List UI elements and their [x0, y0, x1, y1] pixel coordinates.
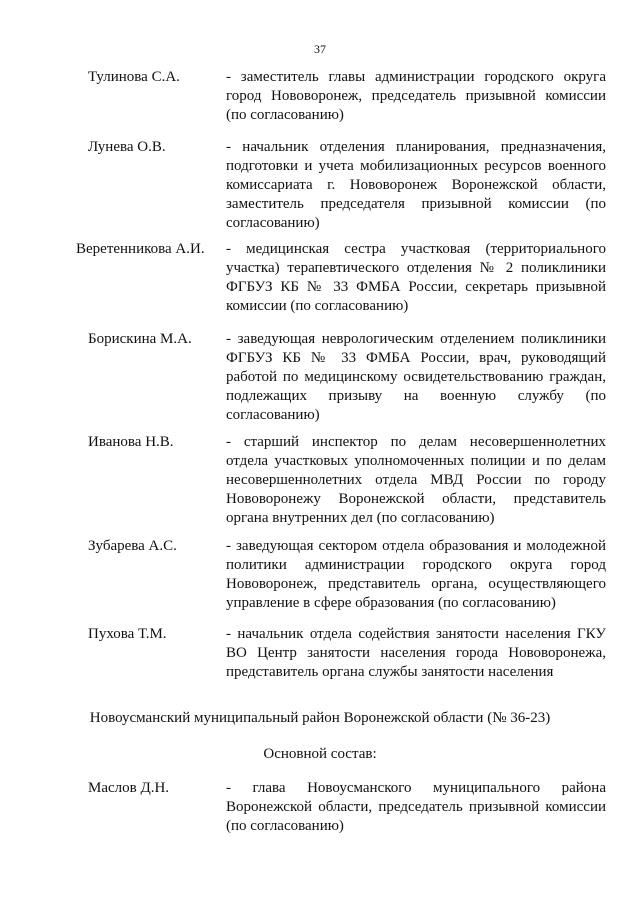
member-role: - заведующая сектором отдела образования и молодежной политики администрации городского округа город Нововоронеж, представитель органа, осуществляющего управление в сфере образования (по согласованию)	[226, 538, 606, 611]
member-role: - начальник отделения планирования, предназначения, подготовки и учета мобилизационных ресурсов военного комиссариата г. Нововоронеж Воронежской области, заместитель председателя призывной комиссии (по согласованию)	[226, 139, 606, 231]
member-name: Борискина М.А.	[88, 331, 192, 347]
member-name: Пухова Т.М.	[88, 626, 167, 642]
member-role: - старший инспектор по делам несовершеннолетних отдела участковых уполномоченных полиции и по делам несовершеннолетних отдела МВД России по городу Нововоронежу Воронежской области, представитель органа внутренних дел (по согласованию)	[226, 434, 606, 526]
member-name: Тулинова С.А.	[88, 69, 180, 85]
member-name: Маслов Д.Н.	[88, 780, 170, 796]
section-subtitle: Основной состав:	[263, 746, 377, 762]
member-role: - заместитель главы администрации городского округа город Нововоронеж, председатель призывной комиссии (по согласованию)	[226, 69, 606, 123]
section-title: Новоусманский муниципальный район Воронежской области (№ 36-23)	[89, 710, 551, 726]
member-name: Веретенникова А.И.	[76, 241, 205, 257]
member-name: Иванова Н.В.	[88, 434, 174, 450]
member-role: - глава Новоусманского муниципального района Воронежской области, председатель призывной комиссии (по согласованию)	[226, 780, 606, 834]
member-role: - заведующая неврологическим отделением поликлиники ФГБУЗ КБ № 33 ФМБА России, врач, руководящий работой по медицинскому освидетельствованию граждан, подлежащих призыву на военную службу (по согласованию)	[226, 331, 606, 423]
member-name: Зубарева А.С.	[88, 538, 177, 554]
page-number: 37	[314, 42, 326, 56]
member-role: - начальник отдела содействия занятости населения ГКУ ВО Центр занятости населения города Нововоронежа, представитель органа службы занятости населения	[226, 626, 606, 680]
member-role: - медицинская сестра участковая (территориального участка) терапевтического отделения № 2 поликлиники ФГБУЗ КБ № 33 ФМБА России, секретарь призывной комиссии (по согласованию)	[226, 241, 606, 314]
member-name: Лунева О.В.	[88, 139, 166, 155]
